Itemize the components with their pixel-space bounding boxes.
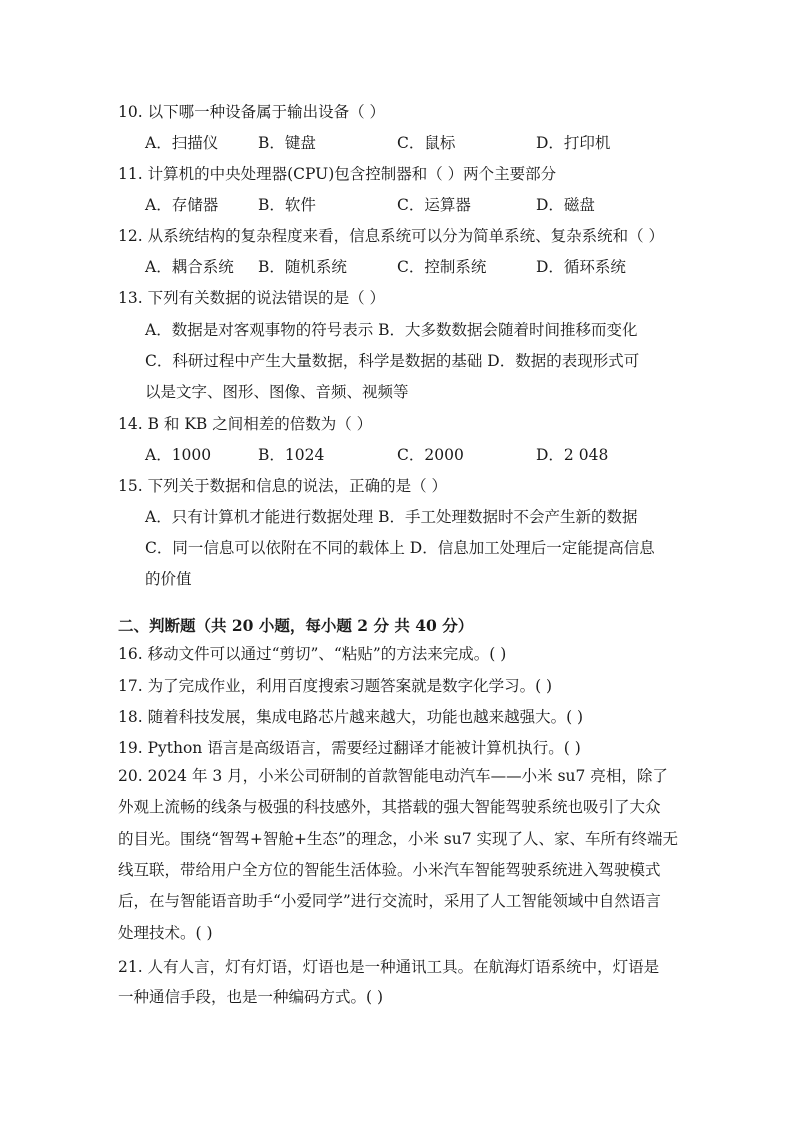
- question-14-stem: 14. B 和 KB 之间相差的倍数为（ ）: [118, 415, 373, 433]
- question-10-option-c: C．鼠标: [397, 134, 456, 152]
- question-10-stem: 10. 以下哪一种设备属于输出设备（ ）: [118, 103, 386, 121]
- question-20-line-3: 的目光。围绕“智驾+智舱+生态”的理念，小米 su7 实现了人、家、车所有终端无: [118, 830, 678, 848]
- question-15-options-line-1: A．只有计算机才能进行数据处理 B．手工处理数据时不会产生新的数据: [145, 508, 638, 526]
- question-14-option-b: B．1024: [258, 446, 325, 464]
- question-20-line-4: 线互联，带给用户全方位的智能生活体验。小米汽车智能驾驶系统进入驾驶模式: [118, 861, 661, 879]
- question-15-stem: 15. 下列关于数据和信息的说法，正确的是（ ）: [118, 477, 448, 495]
- question-11-option-a: A．存储器: [145, 196, 219, 214]
- question-16: 16. 移动文件可以通过“剪切”、“粘贴”的方法来完成。( ): [118, 645, 507, 663]
- question-13-stem: 13. 下列有关数据的说法错误的是（ ）: [118, 289, 386, 307]
- question-14-option-d: D．2 048: [536, 446, 609, 464]
- question-14-option-a: A．1000: [145, 446, 212, 464]
- question-13-options-line-2: C．科研过程中产生大量数据，科学是数据的基础 D．数据的表现形式可: [145, 352, 640, 370]
- question-11-stem: 11. 计算机的中央处理器(CPU)包含控制器和（ ）两个主要部分: [118, 165, 557, 183]
- question-20-line-2: 外观上流畅的线条与极强的科技感外，其搭载的强大智能驾驶系统也吸引了大众: [118, 798, 661, 816]
- question-20-line-1: 20. 2024 年 3 月，小米公司研制的首款智能电动汽车——小米 su7 亮相，除了: [118, 767, 668, 785]
- question-18: 18. 随着科技发展，集成电路芯片越来越大，功能也越来越强大。( ): [118, 708, 584, 726]
- question-20-line-5: 后，在与智能语音助手“小爱同学”进行交流时，采用了人工智能领域中自然语言: [118, 892, 661, 910]
- question-13-options-line-1: A．数据是对客观事物的符号表示 B．大多数数据会随着时间推移而变化: [145, 321, 638, 339]
- question-21-line-2: 一种通信手段，也是一种编码方式。( ): [118, 988, 384, 1006]
- question-12-stem: 12. 从系统结构的复杂程度来看，信息系统可以分为简单系统、复杂系统和（ ）: [118, 227, 665, 245]
- question-12-option-d: D．循环系统: [536, 258, 626, 276]
- question-11-option-d: D．磁盘: [536, 196, 595, 214]
- question-20-line-6: 处理技术。( ): [118, 924, 213, 942]
- question-14-option-c: C．2000: [397, 446, 464, 464]
- section-heading: 二、判断题（共 20 小题，每小题 2 分 共 40 分）: [118, 616, 474, 635]
- question-11-option-b: B．软件: [258, 196, 316, 214]
- question-19: 19. Python 语言是高级语言，需要经过翻译才能被计算机执行。( ): [118, 739, 581, 757]
- question-12-option-c: C．控制系统: [397, 258, 487, 276]
- question-11-option-c: C．运算器: [397, 196, 471, 214]
- question-15-options-line-3: 的价值: [145, 570, 192, 588]
- question-10-option-a: A．扫描仪: [145, 134, 219, 152]
- question-10-option-b: B．键盘: [258, 134, 316, 152]
- question-10-option-d: D．打印机: [536, 134, 611, 152]
- question-17: 17. 为了完成作业，利用百度搜索习题答案就是数字化学习。( ): [118, 677, 553, 695]
- question-21-line-1: 21. 人有人言，灯有灯语，灯语也是一种通讯工具。在航海灯语系统中，灯语是: [118, 958, 660, 976]
- question-12-option-a: A．耦合系统: [145, 258, 234, 276]
- question-12-option-b: B．随机系统: [258, 258, 347, 276]
- question-15-options-line-2: C．同一信息可以依附在不同的载体上 D．信息加工处理后一定能提高信息: [145, 539, 655, 557]
- question-13-options-line-3: 以是文字、图形、图像、音频、视频等: [145, 383, 409, 401]
